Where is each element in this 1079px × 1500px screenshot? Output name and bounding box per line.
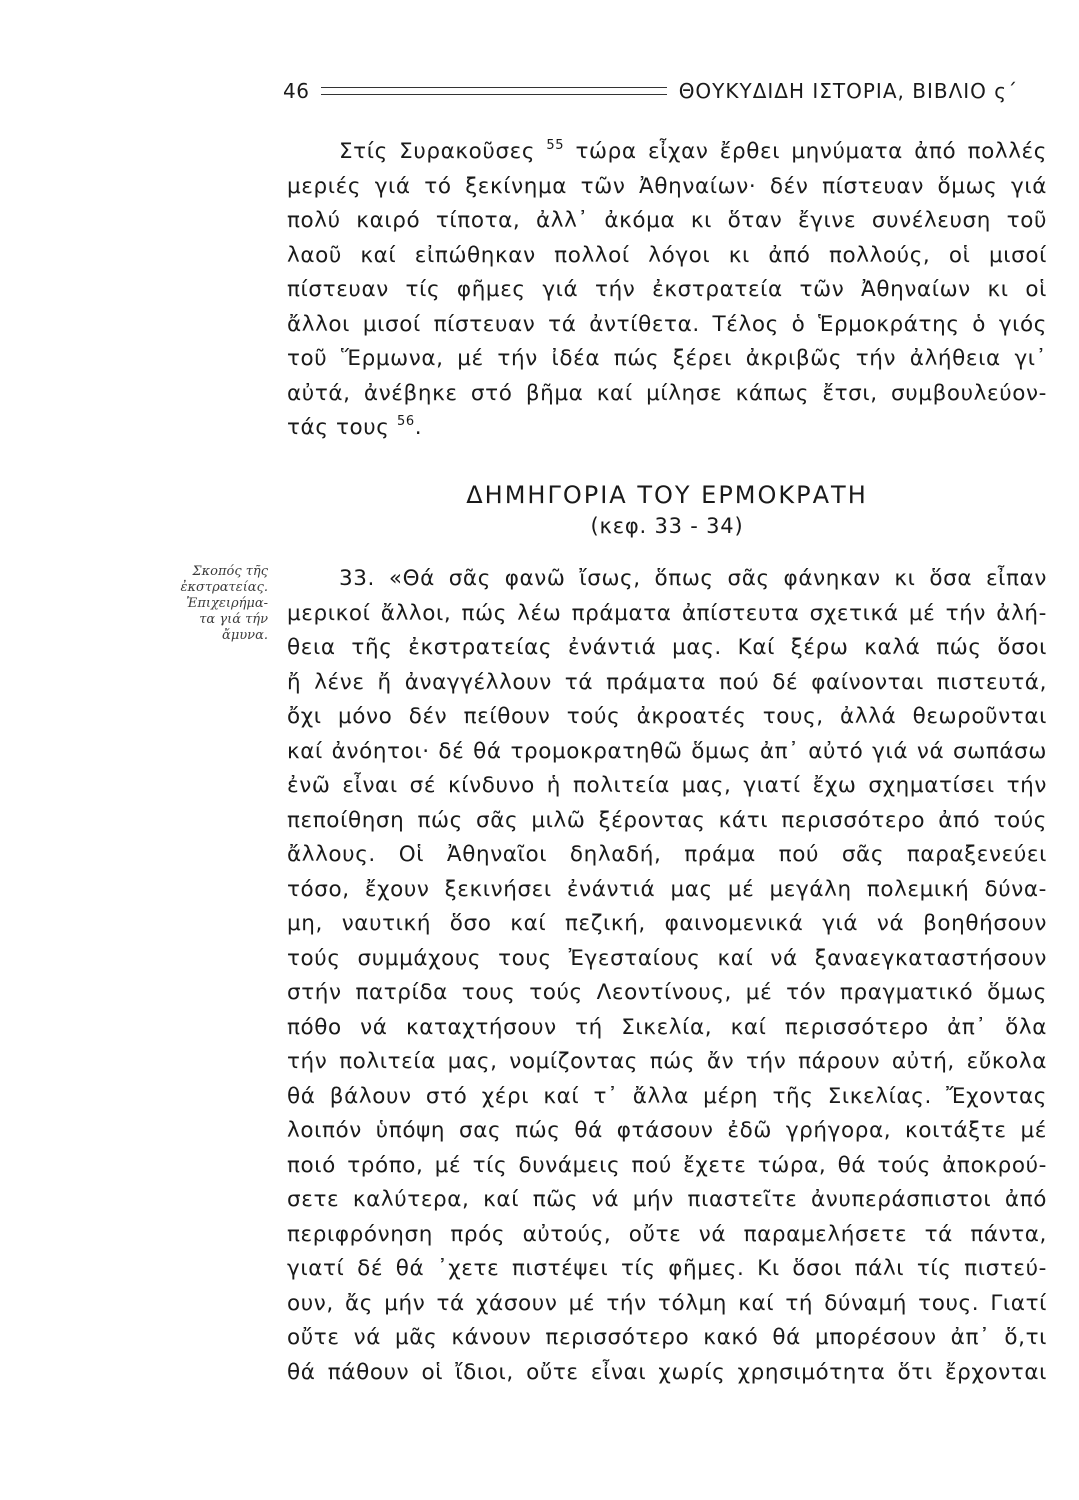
marginal-note-line: Σκοπός τῆς [192, 564, 268, 579]
text-line: ουν, ἄς μήν τά χάσουν μέ τήν τόλμη καί τή δύναμή τους. Γιατί [287, 1290, 1047, 1316]
text-line: γιατί δέ θά ᾽χετε πιστέψει τίς φῆμες. Κι ὅσοι πάλι τίς πιστεύ- [287, 1256, 1047, 1281]
page-number: 46 [283, 79, 310, 103]
text-line: ποιό τρόπο, μέ τίς δυνάμεις πού ἔχετε τώρα, θά τούς ἀποκρού- [287, 1152, 1047, 1178]
text-line: τήν πολιτεία μας, νομίζοντας πώς ἄν τήν πάρουν αὐτή, εὔκολα [287, 1049, 1047, 1074]
text-line: λοιπόν ὑπόψη σας πώς θά φτάσουν ἐδῶ γρήγορα, κοιτάξτε μέ [287, 1118, 1047, 1143]
text-line: ὄχι μόνο δέν πείθουν τούς ἀκροατές τους, ἀλλά θεωροῦνται [287, 704, 1047, 729]
footnote-ref: 56 [396, 414, 415, 429]
text-line: μερικοί ἄλλοι, πώς λέω πράματα ἀπίστευτα σχετικά μέ τήν ἀλή- [287, 600, 1047, 626]
text-line: ἐνῶ εἶναι σέ κίνδυνο ἡ πολιτεία μας, γιατί ἔχω σχηματίσει τήν [287, 773, 1047, 798]
marginal-note-line: ἐκστρατείας. [180, 580, 268, 595]
text-line: λαοῦ καί εἰπώθηκαν πολλοί λόγοι κι ἀπό πολλούς, οἱ μισοί [287, 242, 1047, 268]
text-line: πεποίθηση πώς σᾶς μιλῶ ξέροντας κάτι περισσότερο ἀπό τούς [287, 807, 1047, 833]
text-line: θά βάλουν στό χέρι καί τ᾽ ἄλλα μέρη τῆς Σικελίας. Ἔχοντας [287, 1083, 1047, 1109]
text-line: τάς τους $^{56}$. [287, 414, 423, 440]
header-double-rule [321, 87, 666, 95]
text-line: τοῦ Ἕρμωνα, μέ τήν ἰδέα πώς ξέρει ἀκριβῶς τήν ἀλήθεια γι᾽ [287, 346, 1047, 371]
text-line: τούς συμμάχους τους Ἐγεσταίους καί νά ξαναεγκαταστήσουν [287, 945, 1047, 971]
intro-paragraph [287, 135, 1047, 446]
section-title: ΔΗΜΗΓΟΡΙΑ ΤΟΥ ΕΡΜΟΚΡΑΤΗ [466, 481, 868, 509]
text-line: τόσο, ἔχουν ξεκινήσει ἐνάντιά μας μέ μεγάλη πολεμική δύνα- [287, 876, 1047, 902]
text-line: θά πάθουν οἱ ἴδιοι, οὔτε εἶναι χωρίς χρησιμότητα ὅτι ἔρχονται [287, 1359, 1047, 1385]
text-line: ἄλλους. Οἱ Ἀθηναῖοι δηλαδή, πράμα πού σᾶς παραξενεύει [287, 842, 1047, 867]
running-title: ΘΟΥΚΥΔΙΔΗ ΙΣΤΟΡΙΑ, ΒΙΒΛΙΟ ς΄ [678, 79, 1018, 103]
text-line: περιφρόνηση πρός αὐτούς, οὔτε νά παραμελήσετε τά πάντα, [287, 1221, 1047, 1247]
text-line: Στίς Συρακοῦσες $^{55}$ τώρα εἶχαν ἔρθει μηνύματα ἀπό πολλές [339, 138, 1047, 164]
speech-paragraph [287, 562, 1047, 1390]
section-subtitle: (κεφ. 33 - 34) [590, 514, 744, 538]
text-line: οὔτε νά μᾶς κάνουν περισσότερο κακό θά μπορέσουν ἀπ᾽ ὅ,τι [287, 1325, 1047, 1350]
page-header [283, 76, 1018, 106]
text-line: 33. «Θά σᾶς φανῶ ἴσως, ὅπως σᾶς φάνηκαν κι ὅσα εἶπαν [339, 566, 1047, 591]
marginal-note-line: ἄμυνα. [222, 628, 268, 643]
text-line: καί ἀνόητοι· δέ θά τρομοκρατηθῶ ὅμως ἀπ᾽ αὐτό γιά νά σωπάσω [287, 738, 1047, 764]
text-line: αὐτά, ἀνέβηκε στό βῆμα καί μίλησε κάπως ἔτσι, συμβουλεύον- [287, 380, 1047, 406]
marginal-note [98, 564, 268, 644]
text-line: πολύ καιρό τίποτα, ἀλλ᾽ ἀκόμα κι ὅταν ἔγινε συνέλευση τοῦ [287, 208, 1047, 233]
text-line: ἤ λένε ἤ ἀναγγέλλουν τά πράματα πού δέ φαίνονται πιστευτά, [287, 669, 1047, 695]
text-line: μεριές γιά τό ξεκίνημα τῶν Ἀθηναίων· δέν πίστευαν ὅμως γιά [287, 173, 1047, 199]
text-line: σετε καλύτερα, καί πῶς νά μήν πιαστεῖτε ἀνυπεράσπιστοι ἀπό [287, 1187, 1047, 1212]
text-line: θεια τῆς ἐκστρατείας ἐνάντιά μας. Καί ξέρω καλά πώς ὅσοι [287, 635, 1047, 660]
marginal-note-line: τα γιά τήν [199, 612, 268, 627]
text-line: ἄλλοι μισοί πίστευαν τά ἀντίθετα. Τέλος ὁ Ἑρμοκράτης ὁ γιός [287, 311, 1047, 337]
marginal-note-line: Ἐπιχειρήμα- [186, 596, 268, 611]
text-line: μη, ναυτική ὅσο καί πεζική, φαινομενικά γιά νά βοηθήσουν [287, 911, 1047, 936]
text-line: πόθο νά καταχτήσουν τή Σικελία, καί περισσότερο ἀπ᾽ ὅλα [287, 1014, 1047, 1040]
footnote-ref: 55 [546, 138, 565, 153]
text-line: στήν πατρίδα τους τούς Λεοντίνους, μέ τόν πραγματικό ὅμως [287, 980, 1047, 1005]
text-line: πίστευαν τίς φῆμες γιά τήν ἐκστρατεία τῶν Ἀθηναίων κι οἱ [287, 277, 1047, 302]
